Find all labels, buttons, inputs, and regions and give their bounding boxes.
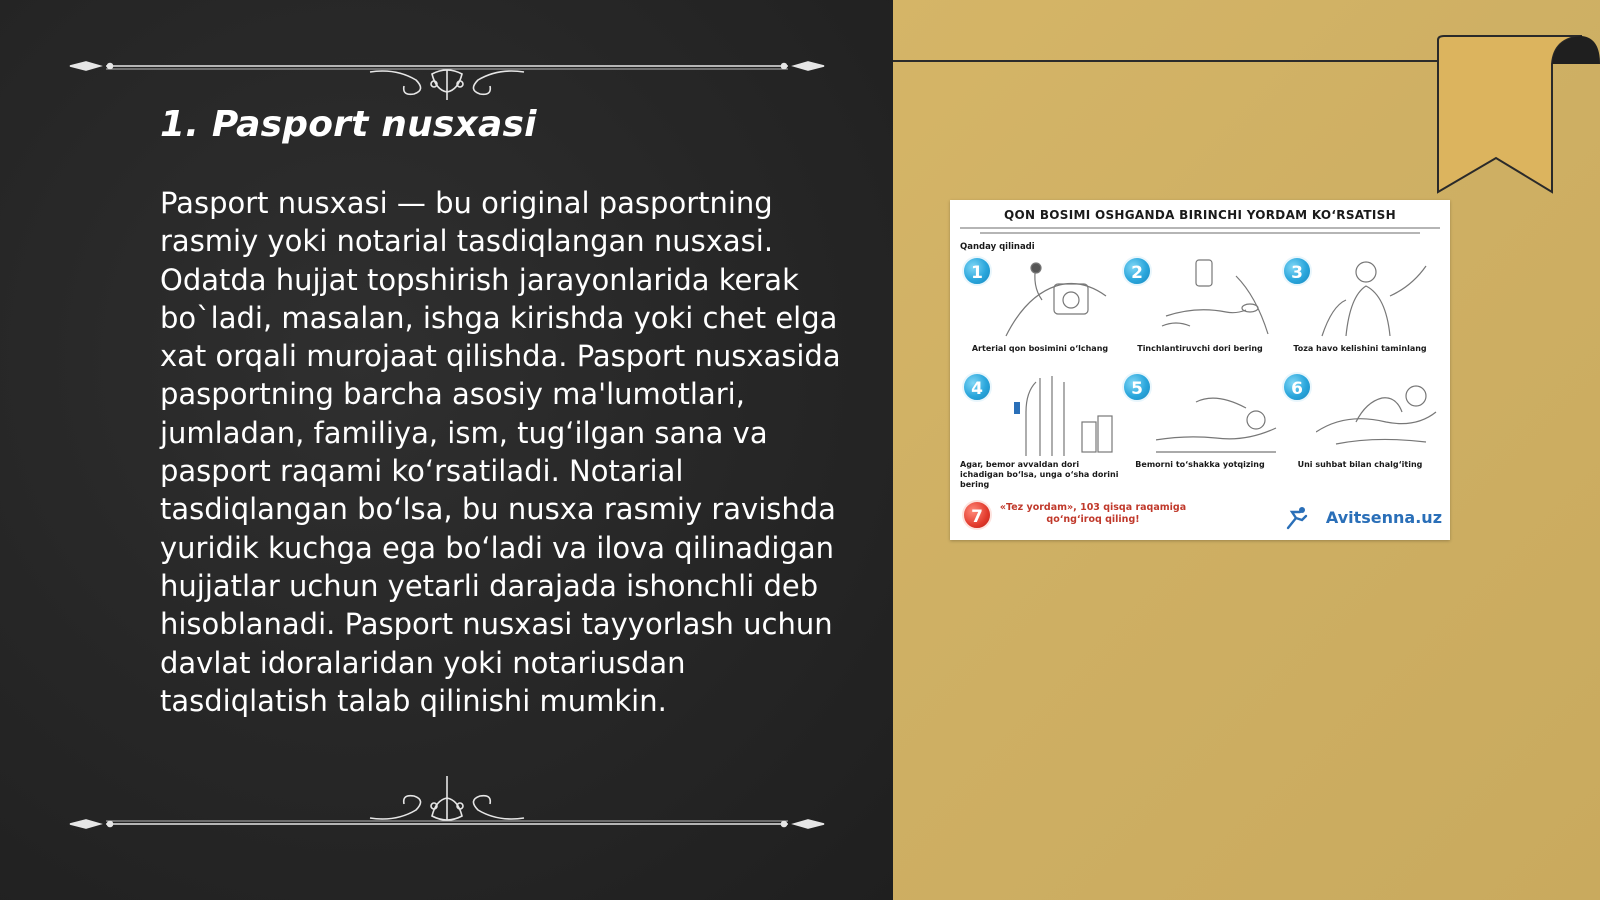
poster-step-5 [1120, 372, 1280, 492]
poster-step-1 [960, 256, 1120, 376]
bookmark-ribbon-icon [1434, 34, 1600, 204]
top-flourish-ornament [66, 40, 828, 100]
step-number-badge: 3 [1282, 256, 1312, 286]
blood-pressure-cuff-icon [996, 256, 1118, 340]
slide-body-text: Pasport nusxasi — bu original pasportning rasmiy yoki notarial tasdiqlangan nusxasi. Odatda hujjat topshirish jarayonlarida kerak bo`ladi, masalan, ishga kirishda yoki chet elga xat orqali murojaat qilishda. Pasport nusxasida pasportning barcha asosiy ma'lumotlari, jumladan, familiya, ism, tug‘ilgan sana va pasport raqami ko‘rsatiladi. Notarial tasdiqlangan bo‘lsa, bu nusxa rasmiy ravishda yuridik kuchga ega bo‘ladi va ilova qilinadigan hujjatlar uchun yetarli darajada ishonchli deb hisoblanadi. Pasport nusxasi tayyorlash uchun davlat idoralaridan yoki notariusdan tasdiqlatish talab qilinishi mumkin. [160, 186, 841, 718]
slide-title: 1. Pasport nusxasi [160, 104, 537, 145]
step-caption: Arterial qon bosimini o‘lchang [971, 344, 1109, 353]
poster-brand: Avitsenna.uz [1325, 508, 1442, 527]
step-number-badge: 6 [1282, 372, 1312, 402]
poster-step-2 [1120, 256, 1280, 376]
step-number-badge: 5 [1122, 372, 1152, 402]
top-divider-line [893, 60, 1438, 62]
poster-step-3 [1280, 256, 1440, 376]
poster-fine-print [960, 226, 1440, 240]
step-caption: Bemorni to‘shakka yotqizing [1135, 460, 1265, 469]
emergency-step-badge: 7 [962, 500, 992, 530]
comforting-hands-icon [1316, 372, 1438, 456]
poster-title: QON BOSIMI OSHGANDA BIRINCHI YORDAM KO‘RSATISH [1004, 208, 1396, 222]
medicine-spoon-icon [1156, 256, 1278, 340]
step-number-badge: 4 [962, 372, 992, 402]
fresh-air-person-icon [1316, 256, 1438, 340]
step-caption: Uni suhbat bilan chalg‘iting [1297, 460, 1423, 469]
step-number-badge: 2 [1122, 256, 1152, 286]
poster-how-label: Qanday qilinadi [960, 242, 1035, 252]
step-caption: Toza havo kelishini taminlang [1293, 344, 1427, 353]
hand-with-pill-icon [996, 372, 1118, 456]
step-caption: Tinchlantiruvchi dori bering [1137, 344, 1263, 353]
fine-print-lines-icon [960, 226, 1440, 238]
lying-patient-icon [1156, 372, 1278, 456]
step-number-badge: 1 [962, 256, 992, 286]
poster-step-4 [960, 372, 1120, 492]
emergency-call-text: «Tez yordam», 103 qisqa raqamiga qo‘ng‘iroq qiling! [999, 502, 1187, 525]
poster-step-6 [1280, 372, 1440, 492]
first-aid-poster [950, 200, 1450, 540]
bottom-flourish-ornament [66, 772, 828, 832]
step-caption: Agar, bemor avvaldan dori ichadigan bo‘lsa, unga o‘sha dorini bering [960, 460, 1119, 489]
brand-runner-icon [1284, 506, 1310, 530]
